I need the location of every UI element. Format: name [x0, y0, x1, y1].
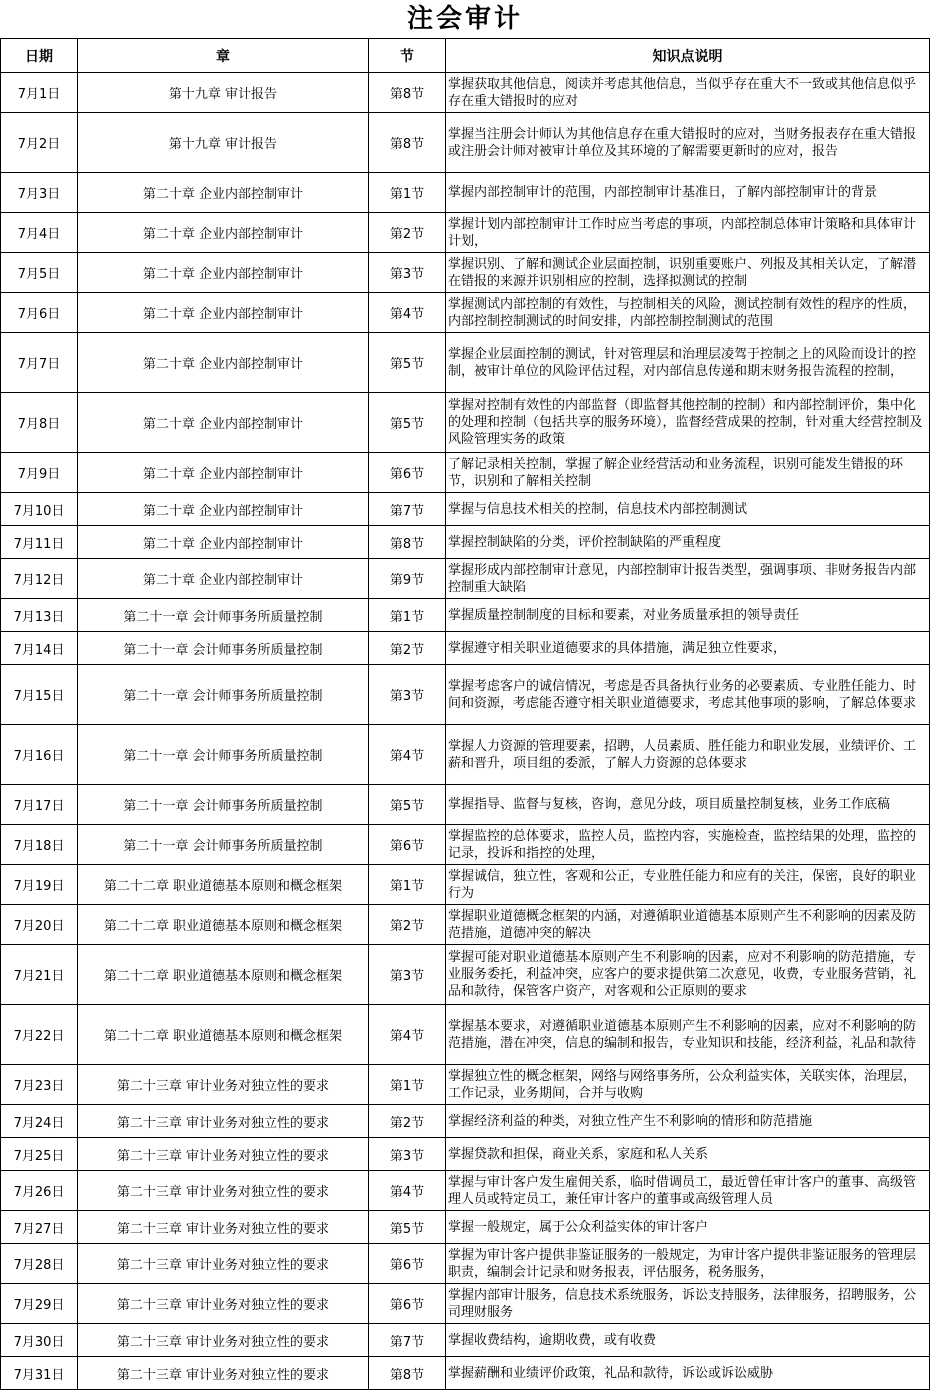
row-chapter: 第二十章 企业内部控制审计	[78, 559, 369, 599]
row-section: 第3节	[369, 1138, 446, 1171]
row-section: 第3节	[369, 253, 446, 293]
row-section: 第3节	[369, 945, 446, 1005]
row-date: 7月30日	[1, 1324, 78, 1357]
row-chapter: 第二十二章 职业道德基本原则和概念框架	[78, 1005, 369, 1065]
row-date: 7月5日	[1, 253, 78, 293]
table-row	[1, 632, 930, 665]
row-description: 掌握指导、监督与复核，咨询，意见分歧，项目质量控制复核，业务工作底稿	[446, 785, 930, 825]
row-description: 掌握与审计客户发生雇佣关系，临时借调员工，最近曾任审计客户的董事、高级管理人员或特定员工，兼任审计客户的董事或高级管理人员	[446, 1171, 930, 1211]
row-section: 第7节	[369, 1324, 446, 1357]
row-description: 掌握收费结构，逾期收费，或有收费	[446, 1324, 930, 1357]
row-description: 掌握独立性的概念框架，网络与网络事务所，公众利益实体，关联实体，治理层，工作记录，业务期间，合并与收购	[446, 1065, 930, 1105]
row-chapter: 第二十一章 会计师事务所质量控制	[78, 632, 369, 665]
row-date: 7月4日	[1, 213, 78, 253]
row-chapter: 第二十章 企业内部控制审计	[78, 493, 369, 526]
table-row	[1, 393, 930, 453]
row-description: 掌握控制缺陷的分类，评价控制缺陷的严重程度	[446, 526, 930, 559]
row-chapter: 第二十三章 审计业务对独立性的要求	[78, 1065, 369, 1105]
row-date: 7月24日	[1, 1105, 78, 1138]
row-description: 掌握考虑客户的诚信情况，考虑是否具备执行业务的必要素质、专业胜任能力、时间和资源，考虑能否遵守相关职业道德要求，考虑其他事项的影响，了解总体要求	[446, 665, 930, 725]
row-section: 第1节	[369, 173, 446, 213]
table-row	[1, 825, 930, 865]
row-section: 第4节	[369, 293, 446, 333]
row-chapter: 第二十章 企业内部控制审计	[78, 393, 369, 453]
header-section: 节	[369, 39, 446, 73]
row-description: 掌握当注册会计师认为其他信息存在重大错报时的应对，当财务报表存在重大错报或注册会计师对被审计单位及其环境的了解需要更新时的应对，报告	[446, 113, 930, 173]
row-chapter: 第二十三章 审计业务对独立性的要求	[78, 1357, 369, 1390]
row-chapter: 第二十一章 会计师事务所质量控制	[78, 825, 369, 865]
row-section: 第8节	[369, 1357, 446, 1390]
table-row	[1, 1284, 930, 1324]
row-chapter: 第二十三章 审计业务对独立性的要求	[78, 1324, 369, 1357]
row-section: 第1节	[369, 1065, 446, 1105]
row-section: 第8节	[369, 526, 446, 559]
table-row	[1, 1211, 930, 1244]
row-description: 掌握人力资源的管理要素，招聘，人员素质、胜任能力和职业发展，业绩评价、工薪和晋升，项目组的委派，了解人力资源的总体要求	[446, 725, 930, 785]
table-row	[1, 453, 930, 493]
row-section: 第4节	[369, 725, 446, 785]
row-date: 7月12日	[1, 559, 78, 599]
row-date: 7月25日	[1, 1138, 78, 1171]
row-chapter: 第二十章 企业内部控制审计	[78, 213, 369, 253]
header-description: 知识点说明	[446, 39, 930, 73]
row-date: 7月10日	[1, 493, 78, 526]
row-date: 7月1日	[1, 73, 78, 113]
row-date: 7月9日	[1, 453, 78, 493]
row-section: 第2节	[369, 632, 446, 665]
row-description: 掌握对控制有效性的内部监督（即监督其他控制的控制）和内部控制评价，集中化的处理和控制（包括共享的服务环境），监督经营成果的控制，针对重大经营控制及风险管理实务的政策	[446, 393, 930, 453]
row-section: 第8节	[369, 113, 446, 173]
row-date: 7月11日	[1, 526, 78, 559]
row-chapter: 第二十一章 会计师事务所质量控制	[78, 785, 369, 825]
row-chapter: 第二十章 企业内部控制审计	[78, 173, 369, 213]
row-chapter: 第二十二章 职业道德基本原则和概念框架	[78, 905, 369, 945]
row-date: 7月19日	[1, 865, 78, 905]
row-chapter: 第二十三章 审计业务对独立性的要求	[78, 1171, 369, 1211]
row-section: 第2节	[369, 1105, 446, 1138]
table-row	[1, 526, 930, 559]
row-section: 第4节	[369, 1171, 446, 1211]
row-description: 掌握内部控制审计的范围，内部控制审计基准日，了解内部控制审计的背景	[446, 173, 930, 213]
table-row	[1, 173, 930, 213]
header-row	[1, 39, 930, 73]
row-chapter: 第二十三章 审计业务对独立性的要求	[78, 1211, 369, 1244]
row-description: 掌握薪酬和业绩评价政策，礼品和款待，诉讼或诉讼威胁	[446, 1357, 930, 1390]
table-row	[1, 253, 930, 293]
row-description: 掌握为审计客户提供非鉴证服务的一般规定，为审计客户提供非鉴证服务的管理层职责，编制会计记录和财务报表，评估服务，税务服务，	[446, 1244, 930, 1284]
row-chapter: 第二十二章 职业道德基本原则和概念框架	[78, 865, 369, 905]
row-date: 7月18日	[1, 825, 78, 865]
page-title: 注会审计	[406, 4, 523, 34]
row-description: 了解记录相关控制，掌握了解企业经营活动和业务流程，识别可能发生错报的环节，识别和了解相关控制	[446, 453, 930, 493]
header-chapter: 章	[78, 39, 369, 73]
table-row	[1, 945, 930, 1005]
row-date: 7月28日	[1, 1244, 78, 1284]
row-date: 7月6日	[1, 293, 78, 333]
row-section: 第7节	[369, 493, 446, 526]
row-description: 掌握计划内部控制审计工作时应当考虑的事项，内部控制总体审计策略和具体审计计划，	[446, 213, 930, 253]
row-chapter: 第二十一章 会计师事务所质量控制	[78, 599, 369, 632]
row-chapter: 第二十章 企业内部控制审计	[78, 293, 369, 333]
table-row	[1, 1244, 930, 1284]
row-description: 掌握贷款和担保，商业关系，家庭和私人关系	[446, 1138, 930, 1171]
row-description: 掌握识别、了解和测试企业层面控制，识别重要账户、列报及其相关认定，了解潜在错报的来源并识别相应的控制，选择拟测试的控制	[446, 253, 930, 293]
row-section: 第8节	[369, 73, 446, 113]
row-section: 第9节	[369, 559, 446, 599]
row-chapter: 第十九章 审计报告	[78, 113, 369, 173]
table-row	[1, 1324, 930, 1357]
table-row	[1, 599, 930, 632]
row-date: 7月16日	[1, 725, 78, 785]
row-section: 第3节	[369, 665, 446, 725]
row-section: 第5节	[369, 393, 446, 453]
row-chapter: 第十九章 审计报告	[78, 73, 369, 113]
row-date: 7月21日	[1, 945, 78, 1005]
table-row	[1, 1357, 930, 1390]
table-row	[1, 559, 930, 599]
study-schedule-table	[0, 38, 930, 1390]
row-chapter: 第二十三章 审计业务对独立性的要求	[78, 1105, 369, 1138]
row-section: 第1节	[369, 865, 446, 905]
row-description: 掌握监控的总体要求，监控人员，监控内容，实施检查，监控结果的处理，监控的记录，投诉和指控的处理，	[446, 825, 930, 865]
row-description: 掌握遵守相关职业道德要求的具体措施，满足独立性要求，	[446, 632, 930, 665]
row-date: 7月22日	[1, 1005, 78, 1065]
row-chapter: 第二十一章 会计师事务所质量控制	[78, 665, 369, 725]
row-description: 掌握获取其他信息，阅读并考虑其他信息，当似乎存在重大不一致或其他信息似乎存在重大错报时的应对	[446, 73, 930, 113]
row-date: 7月15日	[1, 665, 78, 725]
row-description: 掌握一般规定，属于公众利益实体的审计客户	[446, 1211, 930, 1244]
row-date: 7月7日	[1, 333, 78, 393]
row-date: 7月27日	[1, 1211, 78, 1244]
table-row	[1, 213, 930, 253]
row-chapter: 第二十三章 审计业务对独立性的要求	[78, 1284, 369, 1324]
row-date: 7月14日	[1, 632, 78, 665]
row-date: 7月23日	[1, 1065, 78, 1105]
row-date: 7月31日	[1, 1357, 78, 1390]
row-description: 掌握经济利益的种类，对独立性产生不利影响的情形和防范措施	[446, 1105, 930, 1138]
table-row	[1, 905, 930, 945]
row-chapter: 第二十章 企业内部控制审计	[78, 333, 369, 393]
row-date: 7月20日	[1, 905, 78, 945]
table-row	[1, 865, 930, 905]
row-description: 掌握与信息技术相关的控制，信息技术内部控制测试	[446, 493, 930, 526]
table-row	[1, 785, 930, 825]
row-date: 7月2日	[1, 113, 78, 173]
row-date: 7月29日	[1, 1284, 78, 1324]
row-chapter: 第二十二章 职业道德基本原则和概念框架	[78, 945, 369, 1005]
row-date: 7月17日	[1, 785, 78, 825]
row-chapter: 第二十三章 审计业务对独立性的要求	[78, 1244, 369, 1284]
row-description: 掌握形成内部控制审计意见，内部控制审计报告类型，强调事项、非财务报告内部控制重大缺陷	[446, 559, 930, 599]
row-chapter: 第二十章 企业内部控制审计	[78, 253, 369, 293]
row-description: 掌握企业层面控制的测试，针对管理层和治理层凌驾于控制之上的风险而设计的控制，被审计单位的风险评估过程，对内部信息传递和期末财务报告流程的控制，	[446, 333, 930, 393]
row-description: 掌握内部审计服务，信息技术系统服务，诉讼支持服务，法律服务，招聘服务，公司理财服务	[446, 1284, 930, 1324]
row-chapter: 第二十一章 会计师事务所质量控制	[78, 725, 369, 785]
table-row	[1, 293, 930, 333]
row-chapter: 第二十三章 审计业务对独立性的要求	[78, 1138, 369, 1171]
table-row	[1, 333, 930, 393]
table-row	[1, 1105, 930, 1138]
table-row	[1, 113, 930, 173]
row-section: 第2节	[369, 905, 446, 945]
row-section: 第5节	[369, 785, 446, 825]
row-section: 第2节	[369, 213, 446, 253]
table-row	[1, 665, 930, 725]
row-description: 掌握可能对职业道德基本原则产生不利影响的因素，应对不利影响的防范措施，专业服务委托，利益冲突，应客户的要求提供第二次意见，收费，专业服务营销，礼品和款待，保管客户资产，对客观和公正原则的要求	[446, 945, 930, 1005]
row-section: 第5节	[369, 333, 446, 393]
row-date: 7月3日	[1, 173, 78, 213]
row-section: 第1节	[369, 599, 446, 632]
header-date: 日期	[1, 39, 78, 73]
row-chapter: 第二十章 企业内部控制审计	[78, 453, 369, 493]
row-date: 7月8日	[1, 393, 78, 453]
row-section: 第5节	[369, 1211, 446, 1244]
row-section: 第6节	[369, 1244, 446, 1284]
row-description: 掌握职业道德概念框架的内涵，对遵循职业道德基本原则产生不利影响的因素及防范措施，道德冲突的解决	[446, 905, 930, 945]
table-row	[1, 493, 930, 526]
row-description: 掌握质量控制制度的目标和要素，对业务质量承担的领导责任	[446, 599, 930, 632]
row-section: 第6节	[369, 825, 446, 865]
table-row	[1, 1065, 930, 1105]
row-description: 掌握诚信，独立性，客观和公正，专业胜任能力和应有的关注，保密，良好的职业行为	[446, 865, 930, 905]
row-section: 第6节	[369, 453, 446, 493]
table-row	[1, 73, 930, 113]
row-section: 第6节	[369, 1284, 446, 1324]
row-chapter: 第二十章 企业内部控制审计	[78, 526, 369, 559]
table-row	[1, 1138, 930, 1171]
row-description: 掌握基本要求，对遵循职业道德基本原则产生不利影响的因素，应对不利影响的防范措施，潜在冲突，信息的编制和报告，专业知识和技能，经济利益，礼品和款待	[446, 1005, 930, 1065]
row-date: 7月13日	[1, 599, 78, 632]
row-section: 第4节	[369, 1005, 446, 1065]
table-row	[1, 1171, 930, 1211]
table-row	[1, 1005, 930, 1065]
row-date: 7月26日	[1, 1171, 78, 1211]
table-row	[1, 725, 930, 785]
row-description: 掌握测试内部控制的有效性，与控制相关的风险，测试控制有效性的程序的性质，内部控制控制测试的时间安排，内部控制控制测试的范围	[446, 293, 930, 333]
